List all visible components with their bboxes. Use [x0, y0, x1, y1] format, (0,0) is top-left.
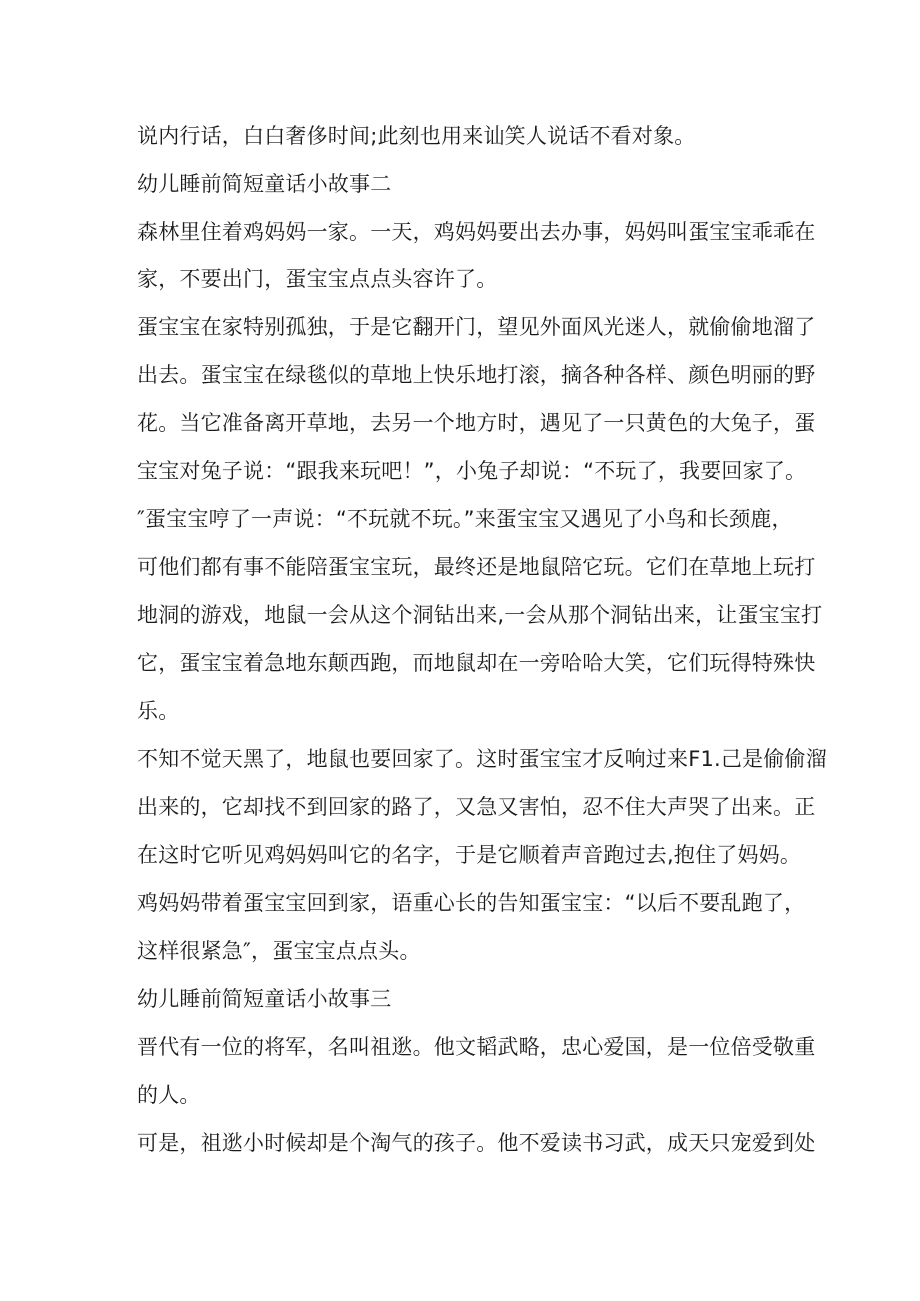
text-line: 乐。	[137, 699, 180, 723]
text-line: ″蛋宝宝哼了一声说：“不玩就不玩。”来蛋宝宝又遇见了小鸟和长颈鹿，	[137, 507, 793, 531]
text-line: 鸡妈妈带着蛋宝宝回到家，语重心长的告知蛋宝宝：“以后不要乱跑了，	[137, 891, 806, 915]
text-line: 花。当它准备离开草地，去另一个地方时，遇见了一只黄色的大兔子，蛋	[137, 411, 816, 435]
text-line: 不知不觉天黑了，地鼠也要回家了。这时蛋宝宝才反响过来F1.己是偷偷溜	[137, 747, 827, 771]
text-line: 出来的，它却找不到回家的路了，又急又害怕，忍不住大声哭了出来。正	[137, 795, 816, 819]
text-line: 这样很紧急″，蛋宝宝点点头。	[137, 939, 421, 963]
text-line: 可他们都有事不能陪蛋宝宝玩，最终还是地鼠陪它玩。它们在草地上玩打	[137, 555, 816, 579]
text-line: 可是，祖逖小时候却是个淘气的孩子。他不爱读书习武，成天只宠爱到处	[137, 1131, 816, 1155]
section-heading: 幼儿睡前简短童话小故事二	[137, 172, 392, 196]
text-line: 森林里住着鸡妈妈一家。一天，鸡妈妈要出去办事，妈妈叫蛋宝宝乖乖在	[137, 220, 816, 244]
text-line: 在这时它听见鸡妈妈叫它的名字，于是它顺着声音跑过去,抱住了妈妈。	[137, 843, 802, 867]
text-line: 宝宝对兔子说：“跟我来玩吧！”，小兔子却说：“不玩了，我要回家了。	[137, 459, 807, 483]
text-line: 出去。蛋宝宝在绿毯似的草地上快乐地打滚，摘各种各样、颜色明丽的野	[137, 363, 816, 387]
text-line: 它，蛋宝宝着急地东颠西跑，而地鼠却在一旁哈哈大笑，它们玩得特殊快	[137, 651, 816, 675]
text-line: 说内行话，白白奢侈时间;此刻也用来讪笑人说话不看对象。	[137, 124, 696, 148]
text-line: 地洞的游戏，地鼠一会从这个洞钻出来,一会从那个洞钻出来，让蛋宝宝打	[137, 603, 823, 627]
text-line: 蛋宝宝在家特别孤独，于是它翻开门，望见外面风光迷人，就偷偷地溜了	[137, 315, 816, 339]
section-heading: 幼儿睡前简短童话小故事三	[137, 987, 392, 1011]
text-line: 晋代有一位的将军，名叫祖逖。他文韬武略，忠心爱国，是一位倍受敬重	[137, 1035, 816, 1059]
text-line: 家，不要出门，蛋宝宝点点头容许了。	[137, 267, 498, 291]
text-line: 的人。	[137, 1083, 201, 1107]
